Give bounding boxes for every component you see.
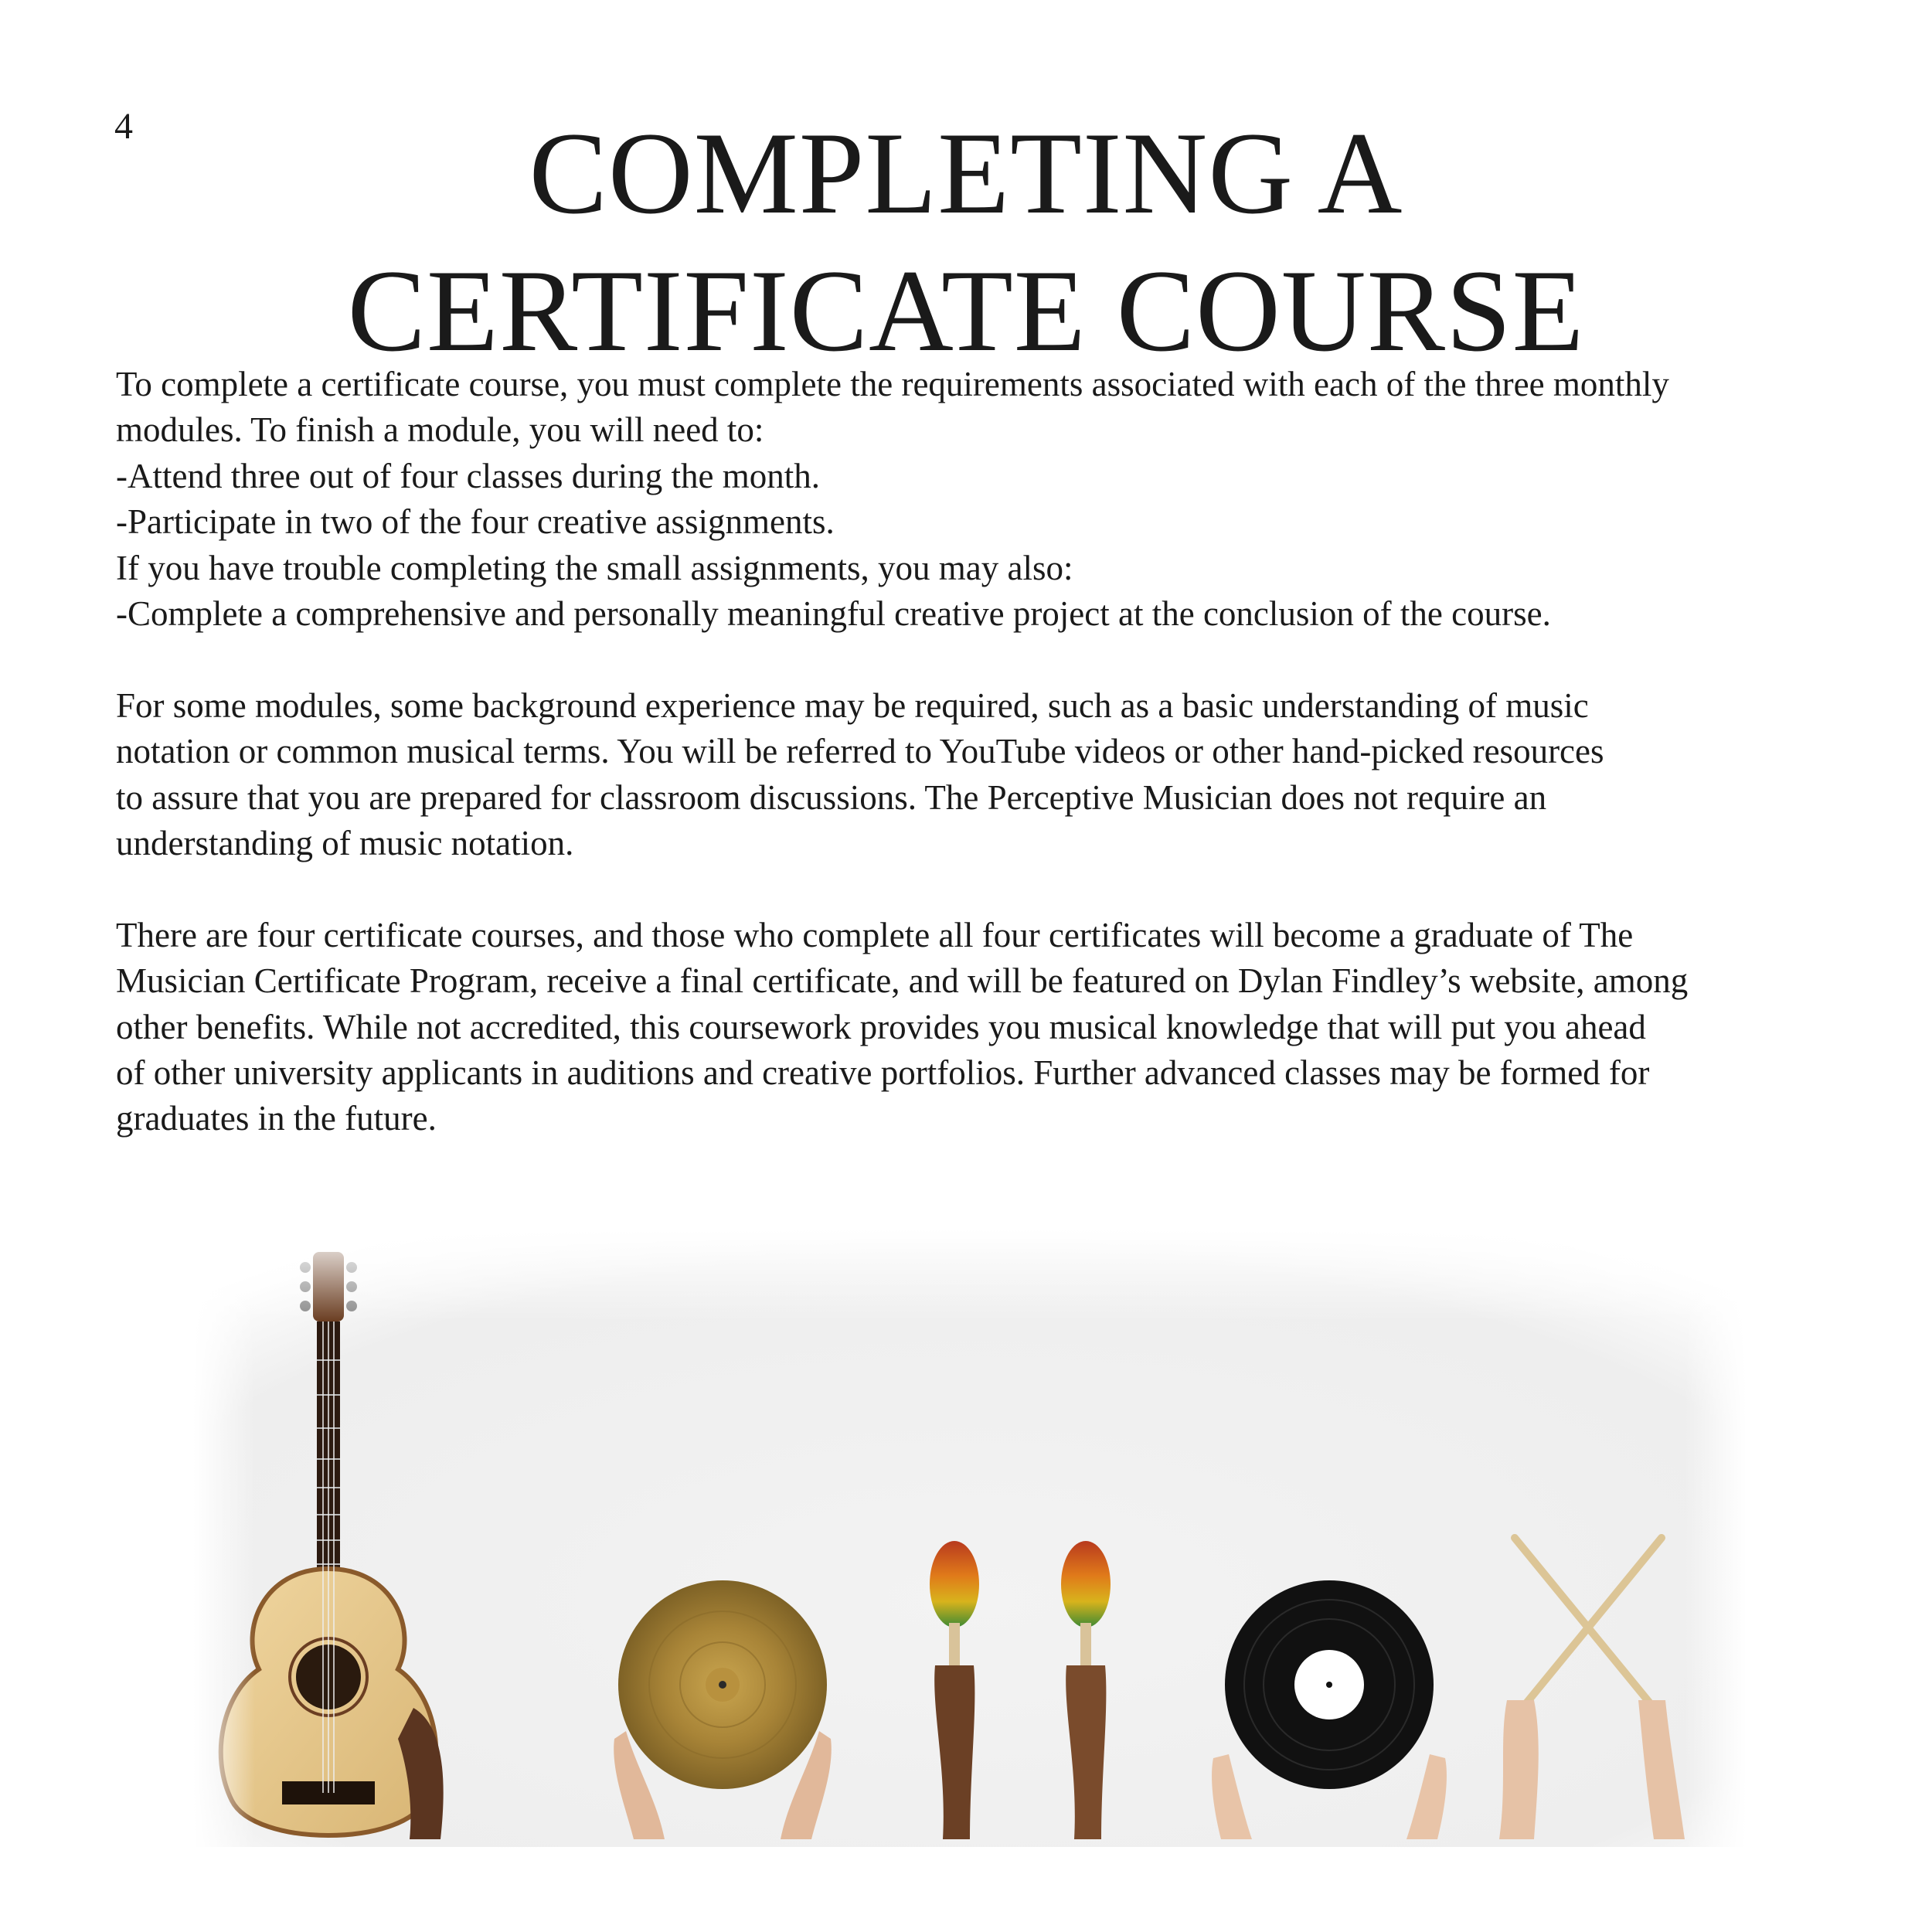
body-line: If you have trouble completing the small assignments, you may also: <box>116 548 1073 587</box>
body-line: other benefits. While not accredited, this coursework provides you musical knowledge that will put you ahead <box>116 1007 1646 1046</box>
body-line: There are four certificate courses, and those who complete all four certificates will become a graduate of The <box>116 915 1634 954</box>
page-title <box>0 104 1932 379</box>
body-line: to assure that you are prepared for classroom discussions. The Perceptive Musician does not require an <box>116 777 1547 817</box>
body-line: Musician Certificate Program, receive a final certificate, and will be featured on Dylan Findley’s website, among <box>116 961 1689 1001</box>
instruments-photo <box>193 1229 1747 1847</box>
body-text <box>116 362 1839 1142</box>
body-line: notation or common musical terms. You will be referred to YouTube videos or other hand-picked resources <box>116 732 1604 771</box>
body-line: -Attend three out of four classes during the month. <box>116 456 821 495</box>
page-title-line-1: COMPLETING A <box>529 108 1403 238</box>
body-line: For some modules, some background experience may be required, such as a basic understanding of music <box>116 685 1589 725</box>
body-line: To complete a certificate course, you must complete the requirements associated with each of the three monthly <box>116 365 1669 403</box>
body-line: graduates in the future. <box>116 1099 437 1138</box>
body-line: of other university applicants in auditions and creative portfolios. Further advanced classes may be formed for <box>116 1053 1650 1093</box>
paragraph-gap <box>116 637 1839 682</box>
page-number: 4 <box>114 106 133 147</box>
body-line: -Complete a comprehensive and personally meaningful creative project at the conclusion of the course. <box>116 594 1551 634</box>
body-line: modules. To finish a module, you will need to: <box>116 410 764 450</box>
body-line: -Participate in two of the four creative assignments. <box>116 502 835 542</box>
body-line: understanding of music notation. <box>116 824 574 863</box>
page-title-line-2: CERTIFICATE COURSE <box>347 246 1585 376</box>
paragraph-gap <box>116 866 1839 912</box>
